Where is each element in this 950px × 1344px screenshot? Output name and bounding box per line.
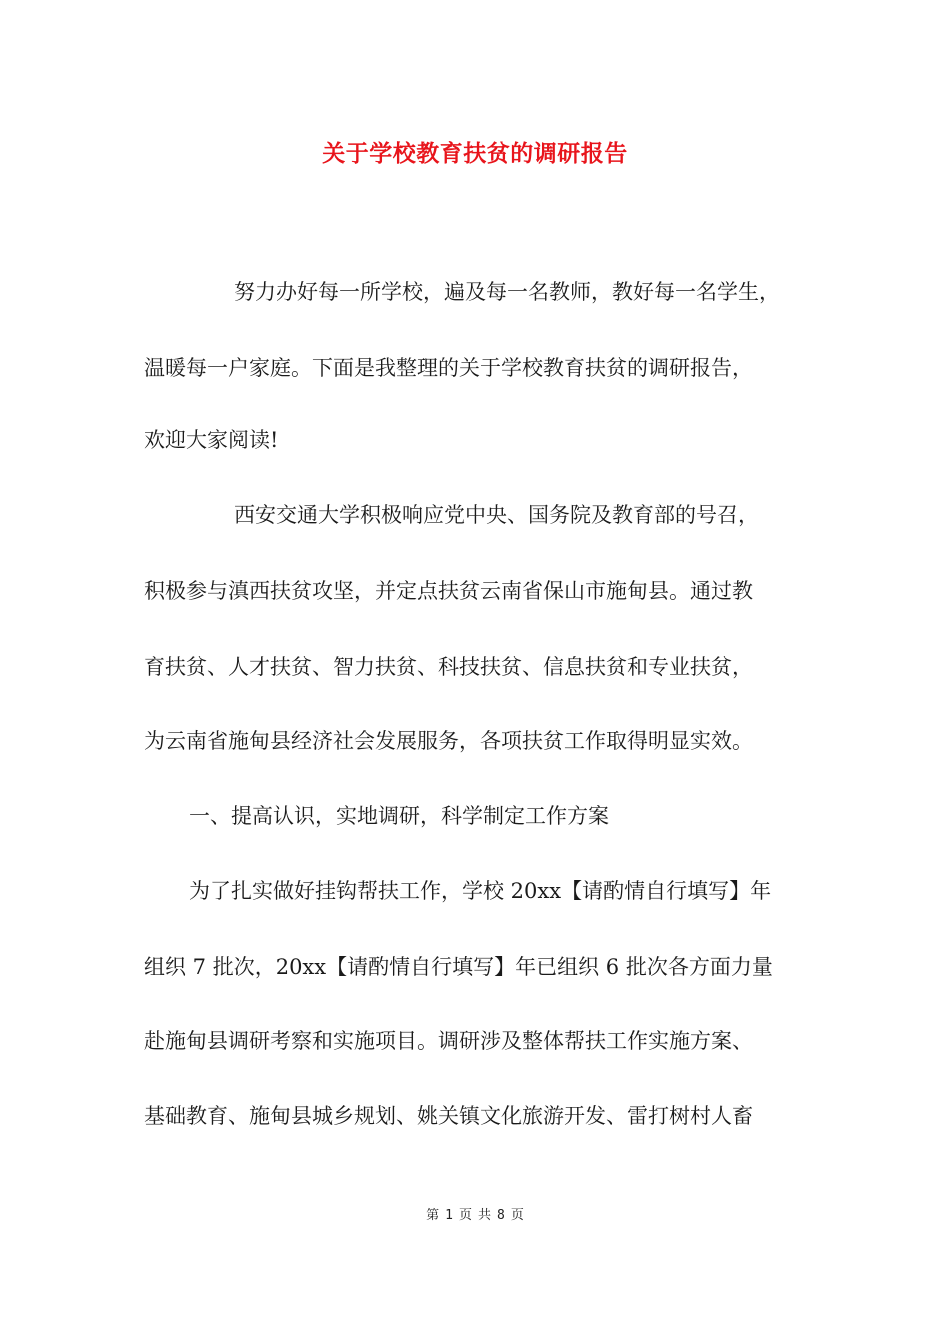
footer-total-prefix: 共 [478,1208,492,1223]
paragraph-line: 为云南省施甸县经济社会发展服务，各项扶贫工作取得明显实效。 [144,729,753,753]
paragraph-line: 努力办好每一所学校，遍及每一名教师，教好每一名学生， [234,280,780,304]
section-heading: 一、提高认识，实地调研，科学制定工作方案 [189,804,609,828]
paragraph-line: 西安交通大学积极响应党中央、国务院及教育部的号召， [234,503,759,527]
paragraph-line: 基础教育、施甸县城乡规划、姚关镇文化旅游开发、雷打树村人畜 [144,1104,753,1128]
page-title: 关于学校教育扶贫的调研报告 [322,140,628,167]
paragraph-line: 欢迎大家阅读! [144,428,279,452]
paragraph-line: 组织 7 批次，20xx【请酌情自行填写】年已组织 6 批次各方面力量 [144,955,773,979]
footer-total-pages: 8 [497,1208,505,1223]
paragraph-line: 积极参与滇西扶贫攻坚，并定点扶贫云南省保山市施甸县。通过教 [144,579,753,603]
paragraph-line: 温暖每一户家庭。下面是我整理的关于学校教育扶贫的调研报告， [144,356,753,380]
page-footer [0,1206,950,1226]
footer-total-unit: 页 [510,1208,524,1223]
paragraph-line: 育扶贫、人才扶贫、智力扶贫、科技扶贫、信息扶贫和专业扶贫， [144,655,753,679]
footer-prefix: 第 [426,1208,440,1223]
footer-page-unit: 页 [458,1208,472,1223]
paragraph-line: 为了扎实做好挂钩帮扶工作，学校 20xx【请酌情自行填写】年 [189,879,772,903]
footer-page-number: 1 [445,1208,453,1223]
paragraph-line: 赴施甸县调研考察和实施项目。调研涉及整体帮扶工作实施方案、 [144,1029,753,1053]
